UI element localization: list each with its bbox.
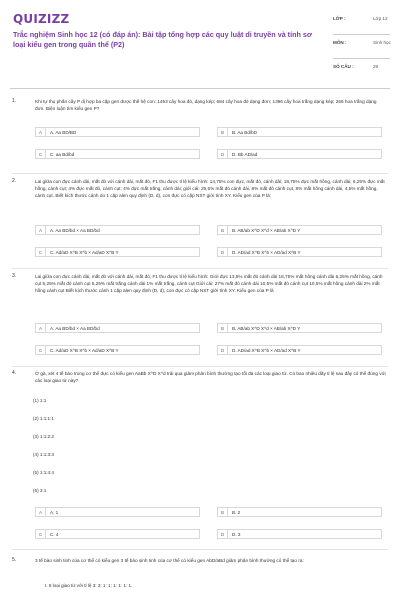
option-letter: A (36, 508, 46, 517)
option-letter: B (218, 128, 228, 137)
option-text: D. AD/ad X^B X^b × AD/ad X^B Y (232, 348, 301, 353)
option-letter: B (218, 324, 228, 333)
option-text: B. AB/ab X^D X^d × AB/ab X^D Y (232, 228, 301, 233)
option-c[interactable] (35, 529, 200, 539)
option-text: A. Aa BD/bd × Aa BD/bd (50, 326, 100, 331)
option-d[interactable] (217, 529, 382, 539)
question-text: Lai giữa con đực cánh dài, mắt đỏ với cánh dài, mắt đỏ, F1 thu được tỉ lệ kiểu hình: Giới đực 13,5% mắt đỏ cánh dài 18,75% mắt hồng cánh dài 6,25% mắt hồng, cánh cụt 5,25% mắt đỏ cánh cụt 5,25% mắt trắng cánh dài 1% mắt trắng, cánh cụt Giới cái: 27% mắt đỏ cánh dài 10,5% mắt đỏ cánh cụt 10,5% mắt hồng cánh dài 2% mắt hồng cánh cụt Biết kích thước cánh 1 cặp alen quy định (D, d), con đực có cặp NST giới tính XY. Kiểu gen của P là (35, 274, 383, 293)
option-text: C. Ad/aD X^B X^b × Ad/aD X^B Y (50, 250, 119, 255)
option-text: A. Aa BD/BD (50, 130, 77, 135)
option-a[interactable] (35, 225, 200, 235)
option-text: A. 1 (50, 510, 59, 515)
question-divider (12, 549, 388, 550)
option-letter: B (218, 508, 228, 517)
option-text: D. 3 (232, 532, 241, 537)
question-text: Khi tự thụ phấn cây P dị hợp ba cặp gen được thế hệ con: 1453 cây hoa đỏ, dạng kép; 684 cây hoa đỏ dạng đơn; 1396 cây hoa trắng dạng kép; 266 hoa trắng dạng đơn. Biện luận tìm kiểu gen P? (35, 99, 377, 111)
option-text: D. Bb AD/ad (232, 152, 258, 157)
option-c[interactable] (35, 345, 200, 355)
question-number: 2. (12, 178, 17, 184)
statement-item: (3) 1:1:2:2 (33, 434, 54, 439)
option-letter: D (218, 530, 228, 539)
option-d[interactable] (217, 247, 382, 257)
option-b[interactable] (217, 323, 382, 333)
question-4 (12, 370, 388, 545)
statement-item: (4) 1:1:3:3 (33, 452, 54, 457)
option-letter: C (36, 248, 46, 257)
option-text: B. AB/ab X^D X^d × AB/ab X^D Y (232, 326, 301, 331)
class-label: LỚP : (333, 16, 346, 21)
statement-item: (6) 3:1 (33, 488, 47, 493)
option-b[interactable] (217, 225, 382, 235)
question-text: Ở gà, xét 4 tế bào trong cơ thể đực có kiểu gen AaBb X^D X^d trải qua giảm phân bình thường tạo tối đa các loại giao tử. Có bao nhiêu dãy tỉ lệ sau đây có thể đúng với các loại giao tử này? (35, 371, 386, 383)
option-text: B. Aa Bd/bD (232, 130, 258, 135)
option-text: A. Aa BD/bd × Aa BD/bd (50, 228, 100, 233)
option-d[interactable] (217, 345, 382, 355)
question-3 (12, 273, 388, 365)
option-text: C. Ad/aD X^B X^b × Ad/aD X^B Y (50, 348, 119, 353)
worksheet-header (10, 10, 390, 78)
option-letter: D (218, 150, 228, 159)
option-text: D. AD/ad X^B X^b × AD/ad X^B Y (232, 250, 301, 255)
question-text: Lai giữa con đực cánh dài, mắt đỏ với cánh dài, mắt đỏ, F1 thu được tỉ lệ kiểu hình: 14,75% con đực, mắt đỏ, cánh dài; 18,75% đực mắt hồng, cánh dài; 6,25% đực mắt hồng, cánh cụt; 4% đực mắt đỏ, cánh cụt; 4% đực mắt trắng, cánh dài; giới cái: 29,5% mắt đỏ cánh dài, 8% mắt đỏ cánh cụt, 8% mắt hồng cánh dài, 4,5% mắt hồng, cánh cụt. Biết kích thước cánh do 1 cặp alen quy định (D, d), con đực có cặp NST giới tính XY. Kiểu gen của P là: (35, 179, 385, 198)
option-a[interactable] (35, 507, 200, 517)
option-b[interactable] (217, 127, 382, 137)
option-text: C. aa Bd/bd (50, 152, 75, 157)
option-c[interactable] (35, 149, 200, 159)
option-text: B. 2 (232, 510, 241, 515)
question-divider (12, 173, 388, 174)
option-d[interactable] (217, 149, 382, 159)
count-label: SỐ CÂU : (333, 64, 354, 69)
meta-divider (333, 58, 390, 59)
option-letter: A (36, 324, 46, 333)
question-5 (12, 557, 388, 597)
subject-label: MÔN : (333, 40, 347, 45)
statement-item: (2) 1:1:1:1 (33, 416, 54, 421)
option-letter: A (36, 226, 46, 235)
statement-item: I. 8 loại giao tử với tỉ lệ 3: 3: 1: 1: 1: 1: 1: 1. (45, 583, 133, 588)
option-b[interactable] (217, 507, 382, 517)
meta-divider (333, 34, 390, 35)
option-letter: D (218, 346, 228, 355)
question-number: 1. (12, 98, 17, 104)
option-a[interactable] (35, 127, 200, 137)
count-value: 29 (373, 64, 379, 69)
question-number: 5. (12, 557, 17, 563)
question-divider (12, 268, 388, 269)
option-letter: C (36, 346, 46, 355)
question-1 (12, 98, 388, 168)
question-text: 3 tế bào sinh tinh của cơ thể có kiểu gen 3 tế bào sinh tinh của cơ thể có kiểu gen AbD/aBd giảm phân bình thường có thể tạo ra: (35, 558, 304, 563)
option-letter: D (218, 248, 228, 257)
option-a[interactable] (35, 323, 200, 333)
quizizz-logo: QUIZIZZ (13, 12, 70, 26)
subject-value: Sinh học (373, 40, 391, 45)
question-divider (12, 366, 388, 367)
option-letter: A (36, 128, 46, 137)
question-number: 4. (12, 370, 17, 376)
class-value: Lớp 12 (373, 16, 388, 21)
option-text: C. 4 (50, 532, 59, 537)
question-number: 3. (12, 273, 17, 279)
option-letter: B (218, 226, 228, 235)
question-2 (12, 178, 388, 268)
statement-item: (5) 1:1:4:4 (33, 470, 54, 475)
header-divider (10, 88, 390, 89)
option-c[interactable] (35, 247, 200, 257)
option-letter: C (36, 530, 46, 539)
option-letter: C (36, 150, 46, 159)
statement-item: (1) 1:1 (33, 398, 47, 403)
page-title: Trắc nghiệm Sinh học 12 (có đáp án): Bài tập tổng hợp các quy luật di truyền và tính sơ loại kiểu gen trong quần thể (P2) (13, 30, 312, 49)
